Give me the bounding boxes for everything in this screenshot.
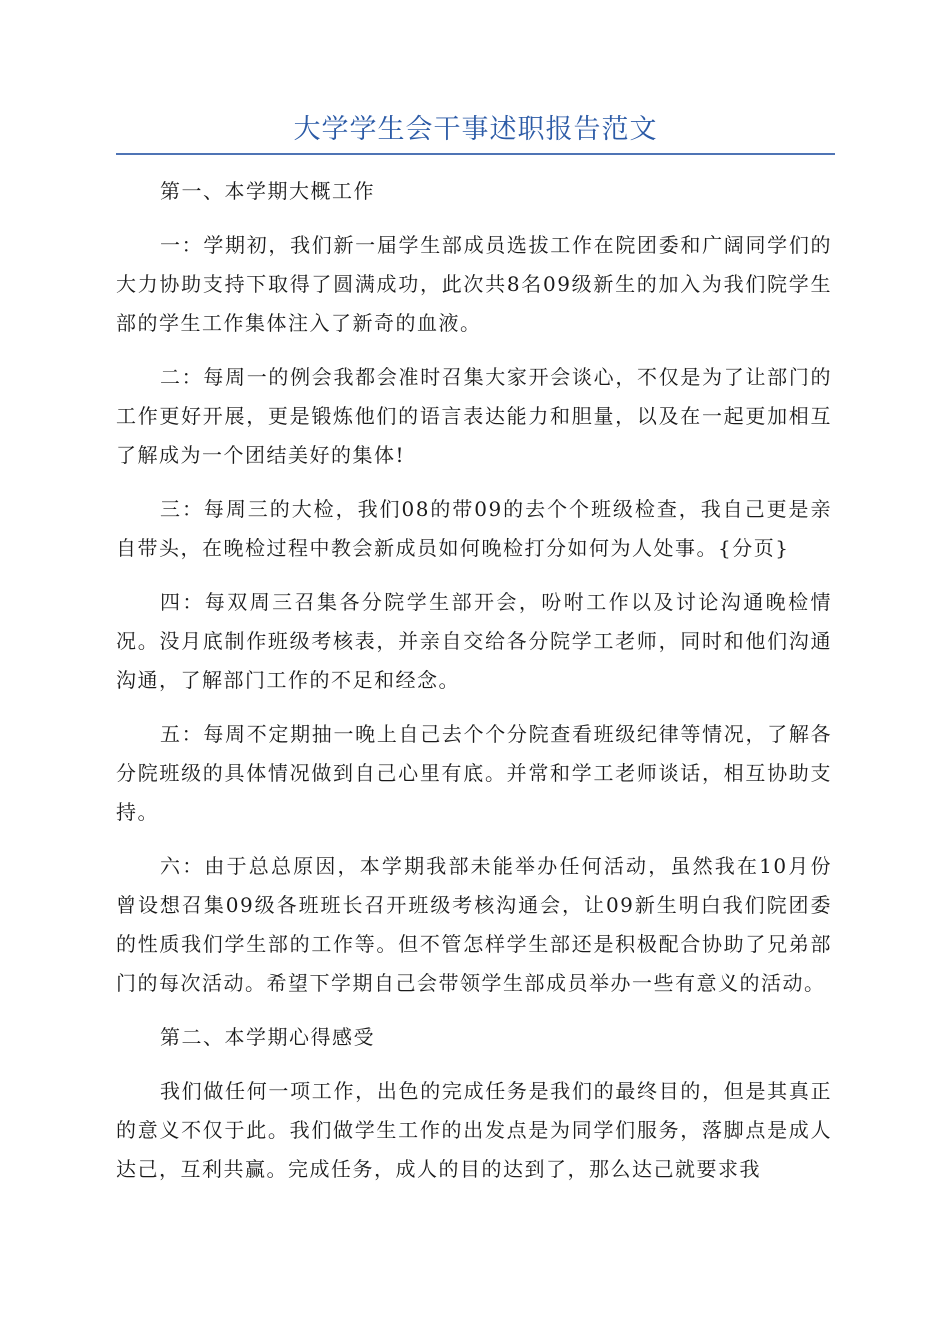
title-block (116, 112, 835, 156)
document-body (116, 172, 832, 1204)
section-heading-1: 第一、本学期大概工作 (160, 179, 375, 203)
paragraph-item-2: 二：每周一的例会我都会准时召集大家开会谈心，不仅是为了让部门的工作更好开展，更是锻炼他们的语言表达能力和胆量，以及在一起更加相互了解成为一个团结美好的集体! (116, 365, 832, 467)
paragraph-item-6: 六：由于总总原因，本学期我部未能举办任何活动，虽然我在10月份曾设想召集09级各班班长召开班级考核沟通会，让09新生明白我们院团委的性质我们学生部的工作等。但不管怎样学生部还是积极配合协助了兄弟部门的每次活动。希望下学期自己会带领学生部成员举办一些有意义的活动。 (116, 854, 832, 995)
paragraph-item-5: 五：每周不定期抽一晚上自己去个个分院查看班级纪律等情况，了解各分院班级的具体情况做到自己心里有底。并常和学工老师谈话，相互协助支持。 (116, 722, 832, 824)
paragraph-reflection: 我们做任何一项工作，出色的完成任务是我们的最终目的，但是其真正的意义不仅于此。我们做学生工作的出发点是为同学们服务，落脚点是成人达己，互利共赢。完成任务，成人的目的达到了，那么达己就要求我 (116, 1079, 832, 1181)
section-heading-2: 第二、本学期心得感受 (160, 1025, 375, 1049)
document-title: 大学学生会干事述职报告范文 (293, 114, 658, 145)
paragraph-item-1: 一：学期初，我们新一届学生部成员选拔工作在院团委和广阔同学们的大力协助支持下取得了圆满成功，此次共8名09级新生的加入为我们院学生部的学生工作集体注入了新奇的血液。 (116, 233, 832, 335)
paragraph-item-3: 三：每周三的大检，我们08的带09的去个个班级检查，我自己更是亲自带头，在晚检过程中教会新成员如何晚检打分如何为人处事。{分页} (116, 497, 832, 560)
paragraph-item-4: 四：每双周三召集各分院学生部开会，吩咐工作以及讨论沟通晚检情况。没月底制作班级考核表，并亲自交给各分院学工老师，同时和他们沟通沟通，了解部门工作的不足和经念。 (116, 590, 832, 692)
title-underline (116, 153, 835, 155)
